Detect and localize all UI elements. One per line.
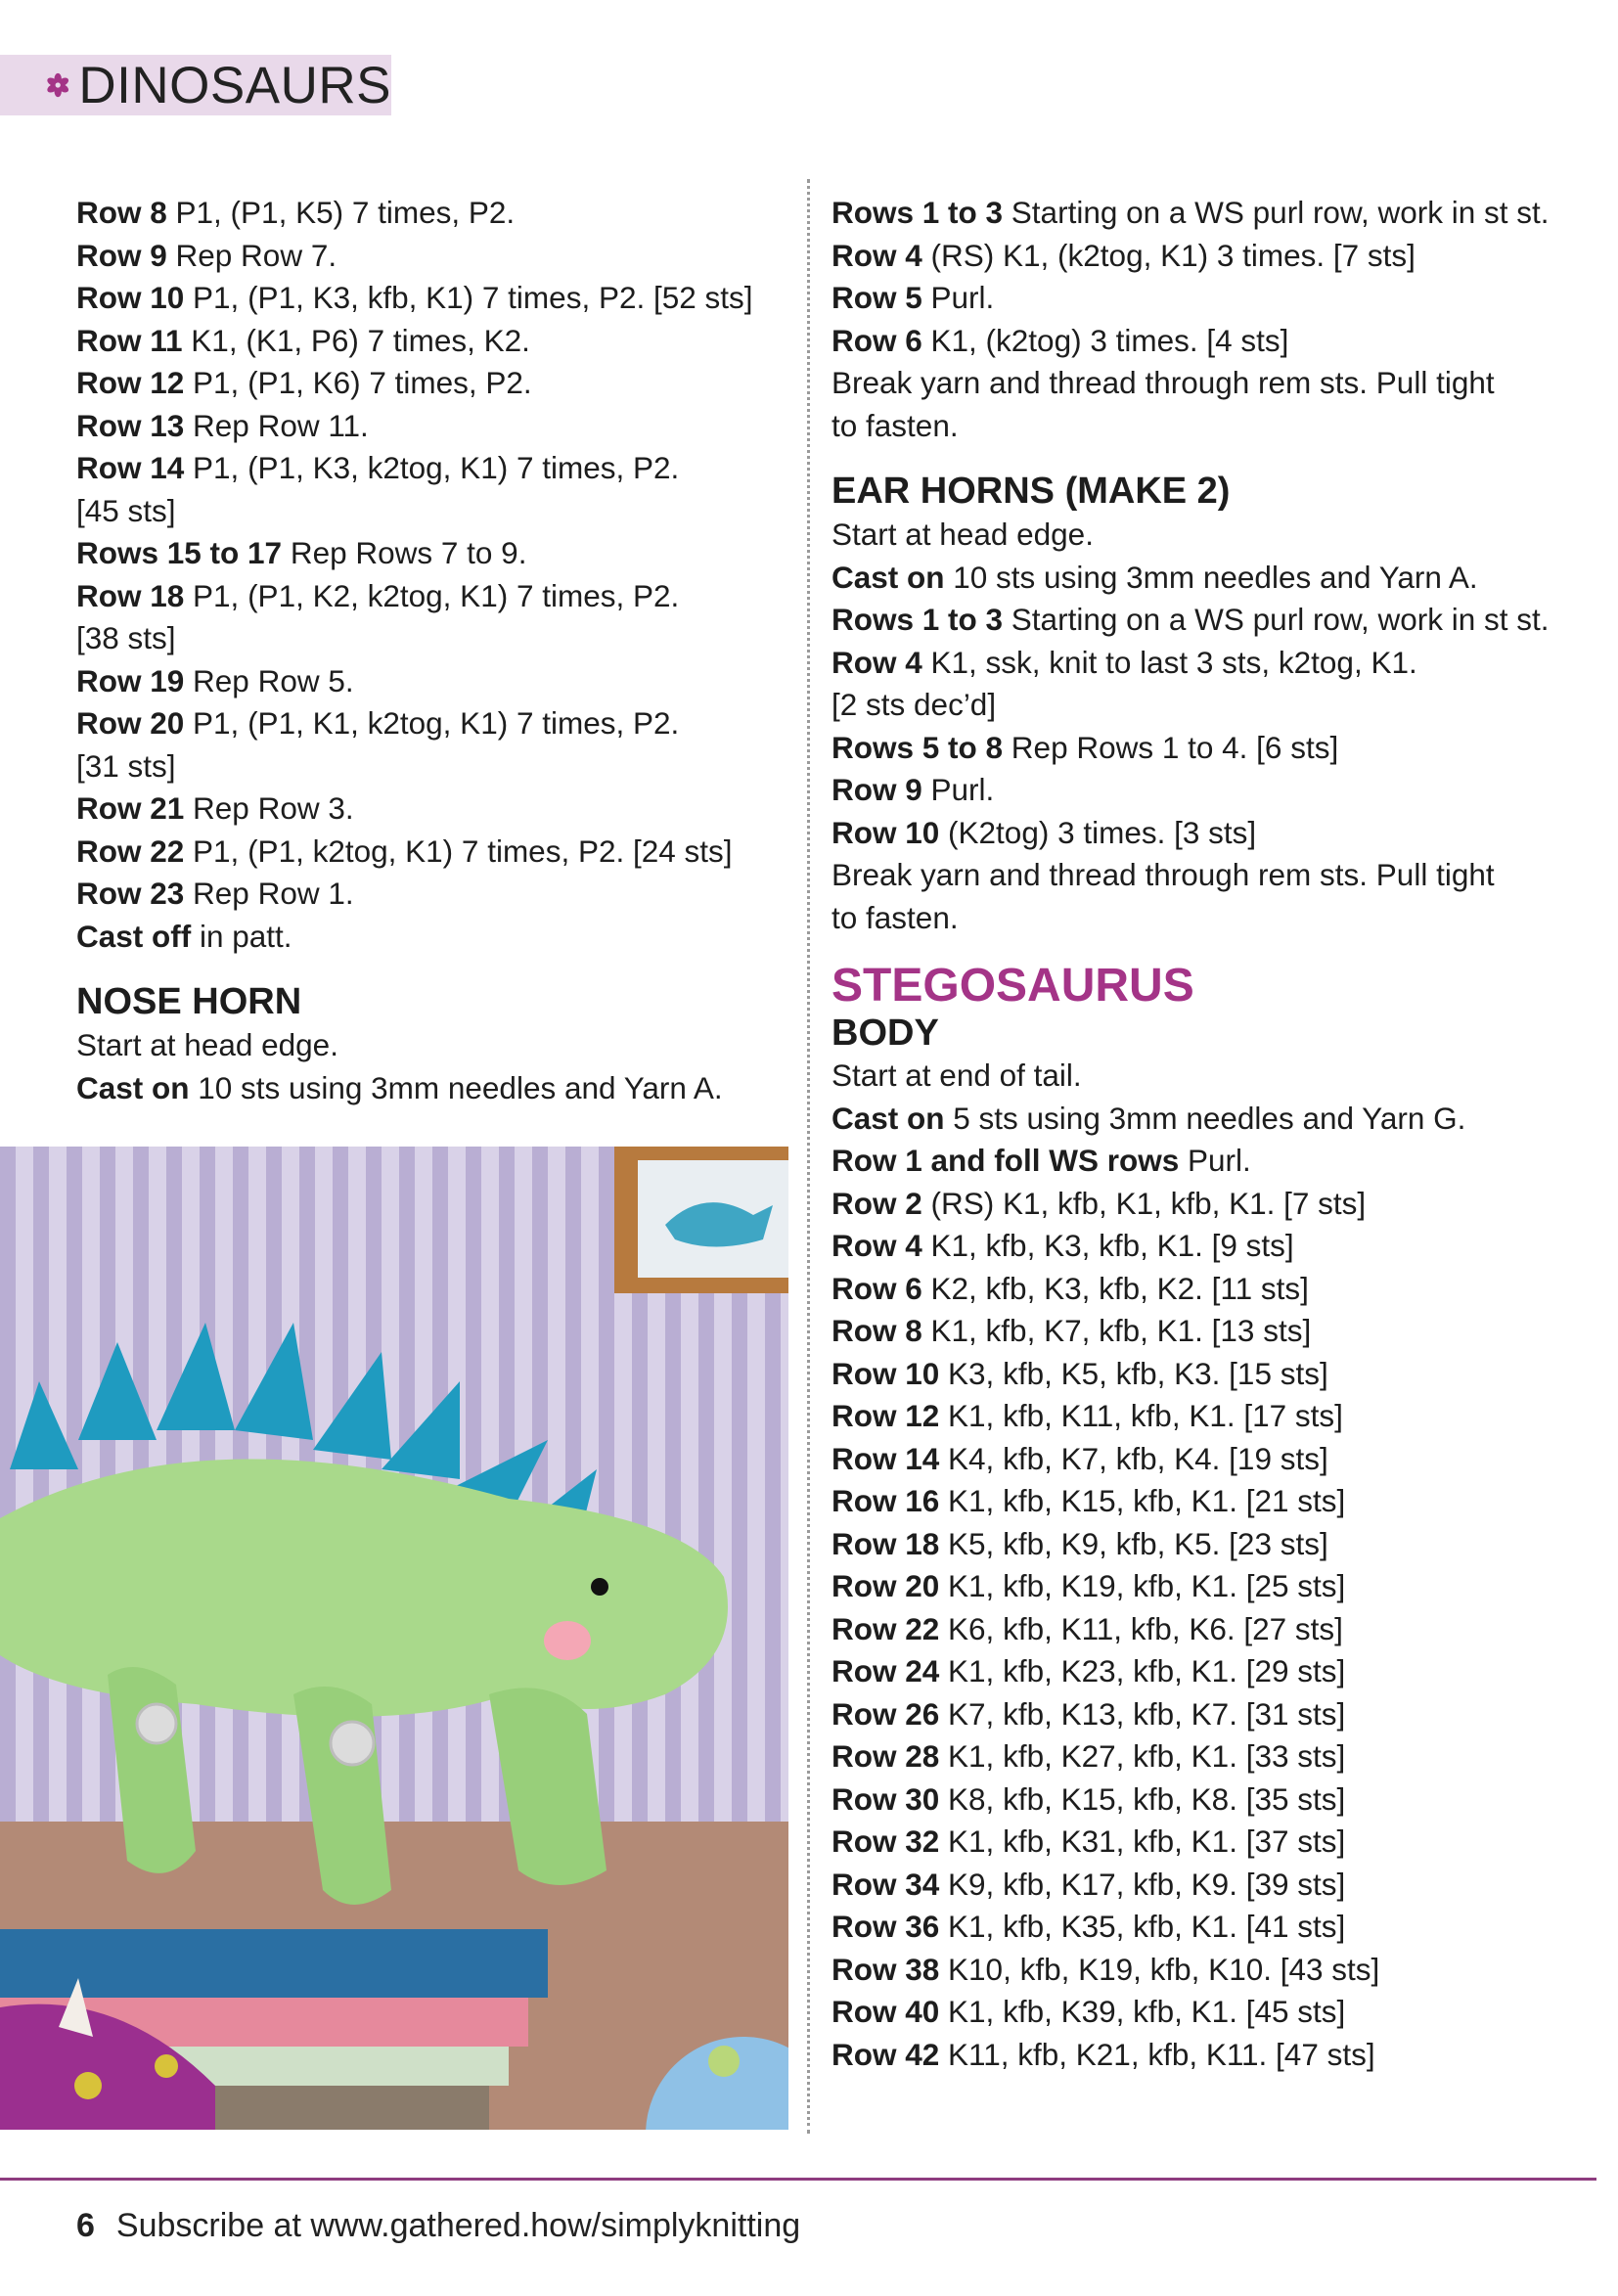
instruction-line xyxy=(831,599,1555,642)
row-label: Row 26 xyxy=(831,1695,940,1732)
row-text: K3, kfb, K5, kfb, K3. [15 sts] xyxy=(939,1355,1328,1391)
row-text: [38 sts] xyxy=(76,620,176,655)
row-label: Rows 5 to 8 xyxy=(831,729,1004,765)
instruction-line xyxy=(831,642,1555,685)
row-text: [45 sts] xyxy=(76,492,176,528)
row-label: Row 38 xyxy=(831,1951,940,1987)
row-text: K1, (k2tog) 3 times. [4 sts] xyxy=(921,322,1289,358)
row-text: 10 sts using 3mm needles and Yarn A. xyxy=(944,559,1478,595)
row-label: Row 4 xyxy=(831,1228,922,1263)
column-divider xyxy=(807,179,810,2134)
instruction-line xyxy=(76,192,800,235)
row-text: Rep Rows 7 to 9. xyxy=(282,535,527,570)
row-text: Starting on a WS purl row, work in st st. xyxy=(1003,602,1550,637)
instruction-line xyxy=(831,1864,1555,1907)
instruction-line xyxy=(831,1821,1555,1864)
row-text: P1, (P1, K2, k2tog, K1) 7 times, P2. xyxy=(184,577,680,613)
instruction-line xyxy=(831,1310,1555,1353)
instruction-line xyxy=(76,405,800,448)
row-label: Row 14 xyxy=(831,1440,940,1476)
instruction-line xyxy=(831,1183,1555,1226)
nose-horn-instructions xyxy=(76,1024,800,1109)
instruction-line xyxy=(831,1906,1555,1949)
row-label: Row 4 xyxy=(831,237,922,273)
row-text: K1, kfb, K35, kfb, K1. [41 sts] xyxy=(939,1909,1346,1944)
row-text: P1, (P1, K3, kfb, K1) 7 times, P2. [52 sts] xyxy=(184,280,753,315)
row-text: Rep Row 3. xyxy=(184,790,354,826)
row-label: Row 11 xyxy=(76,322,183,358)
row-text: Break yarn and thread through rem sts. Pull tight xyxy=(831,857,1495,892)
instruction-line xyxy=(831,514,1555,557)
page-footer xyxy=(76,2207,800,2245)
instruction-line xyxy=(76,660,800,703)
row-label: Row 22 xyxy=(831,1610,940,1646)
row-text: P1, (P1, K5) 7 times, P2. xyxy=(166,195,516,230)
instruction-line xyxy=(76,447,800,490)
instruction-line xyxy=(831,684,1555,727)
row-text: K1, kfb, K19, kfb, K1. [25 sts] xyxy=(939,1568,1346,1603)
row-label: Row 22 xyxy=(76,833,185,869)
row-text: P1, (P1, K6) 7 times, P2. xyxy=(184,365,532,400)
instruction-line xyxy=(831,1353,1555,1396)
row-text: K11, kfb, K21, kfb, K11. [47 sts] xyxy=(939,2036,1375,2072)
instruction-line xyxy=(831,405,1555,448)
row-label: Row 40 xyxy=(831,1994,940,2029)
row-label: Row 12 xyxy=(76,365,185,400)
instruction-line xyxy=(831,362,1555,405)
row-text: Starting on a WS purl row, work in st st. xyxy=(1003,195,1550,230)
instruction-line xyxy=(76,490,800,533)
row-label: Rows 15 to 17 xyxy=(76,535,283,570)
row-text: Rep Row 1. xyxy=(184,876,354,911)
instruction-line xyxy=(831,1140,1555,1183)
flower-icon xyxy=(45,63,70,108)
row-label: Row 36 xyxy=(831,1909,940,1944)
row-label: Cast on xyxy=(831,559,945,595)
row-text: K9, kfb, K17, kfb, K9. [39 sts] xyxy=(939,1866,1346,1902)
instruction-line xyxy=(831,557,1555,600)
row-text: K1, (K1, P6) 7 times, K2. xyxy=(182,322,530,358)
row-label: Rows 1 to 3 xyxy=(831,195,1004,230)
row-label: Row 16 xyxy=(831,1483,940,1518)
instruction-line xyxy=(831,769,1555,812)
row-text: K1, kfb, K15, kfb, K1. [21 sts] xyxy=(939,1483,1346,1518)
row-label: Row 6 xyxy=(831,1270,922,1306)
row-text: K1, kfb, K7, kfb, K1. [13 sts] xyxy=(921,1313,1312,1348)
row-label: Row 42 xyxy=(831,2036,940,2072)
row-text: K1, ssk, knit to last 3 sts, k2tog, K1. xyxy=(921,644,1417,680)
instruction-line xyxy=(76,916,800,959)
row-label: Row 20 xyxy=(76,705,185,741)
row-label: Row 18 xyxy=(831,1525,940,1561)
row-label: Row 20 xyxy=(831,1568,940,1603)
instruction-line xyxy=(831,897,1555,940)
body-instructions xyxy=(831,1055,1555,2076)
row-label: Row 9 xyxy=(76,237,167,273)
row-label: Row 21 xyxy=(76,790,185,826)
row-label: Row 28 xyxy=(831,1738,940,1774)
row-label: Row 8 xyxy=(76,195,167,230)
instruction-line xyxy=(76,788,800,831)
instruction-line xyxy=(76,277,800,320)
row-text: Start at head edge. xyxy=(831,517,1094,552)
row-text: K7, kfb, K13, kfb, K7. [31 sts] xyxy=(939,1695,1346,1732)
row-label: Row 19 xyxy=(76,662,185,698)
instruction-line xyxy=(831,1778,1555,1822)
instruction-line xyxy=(831,192,1555,235)
row-label: Row 13 xyxy=(76,407,185,443)
row-text: Rep Row 5. xyxy=(184,662,354,698)
instruction-line xyxy=(831,1650,1555,1693)
instruction-line xyxy=(831,2034,1555,2077)
row-text: P1, (P1, K1, k2tog, K1) 7 times, P2. xyxy=(184,705,680,741)
instruction-line xyxy=(76,1024,800,1067)
body-heading: BODY xyxy=(831,1013,939,1054)
row-label: Row 4 xyxy=(831,644,922,680)
row-label: Row 2 xyxy=(831,1185,922,1221)
instruction-line xyxy=(831,1735,1555,1778)
row-label: Row 8 xyxy=(831,1313,922,1348)
instruction-line xyxy=(831,1693,1555,1736)
row-text: K8, kfb, K15, kfb, K8. [35 sts] xyxy=(939,1780,1346,1817)
instruction-line xyxy=(831,1438,1555,1481)
row-text: K10, kfb, K19, kfb, K10. [43 sts] xyxy=(939,1951,1380,1987)
ear-horns-heading: EAR HORNS (MAKE 2) xyxy=(831,471,1231,512)
left-column xyxy=(76,192,800,1109)
instruction-line xyxy=(831,1991,1555,2034)
footer-rule xyxy=(0,2178,1596,2181)
row-text: K5, kfb, K9, kfb, K5. [23 sts] xyxy=(939,1525,1328,1561)
row-text: in patt. xyxy=(191,918,292,954)
row-text: Start at end of tail. xyxy=(831,1058,1082,1093)
page-number: 6 xyxy=(76,2207,95,2244)
instruction-line xyxy=(76,575,800,618)
instruction-line xyxy=(76,362,800,405)
stegosaurus-title: STEGOSAURUS xyxy=(831,960,1194,1012)
instruction-line xyxy=(831,854,1555,897)
row-label: Row 1 and foll WS rows xyxy=(831,1143,1180,1178)
row-label: Row 10 xyxy=(831,814,940,850)
row-label: Row 6 xyxy=(831,322,922,358)
instruction-line xyxy=(831,1480,1555,1523)
row-label: Cast on xyxy=(76,1069,190,1105)
row-text: K6, kfb, K11, kfb, K6. [27 sts] xyxy=(939,1610,1343,1646)
instruction-line xyxy=(831,1098,1555,1141)
row-label: Row 23 xyxy=(76,876,185,911)
row-text: Purl. xyxy=(1179,1143,1251,1178)
instruction-line xyxy=(76,320,800,363)
nose-horn-heading: NOSE HORN xyxy=(76,981,302,1022)
instruction-line xyxy=(76,1067,800,1110)
row-label: Cast off xyxy=(76,918,192,954)
row-label: Row 18 xyxy=(76,577,185,613)
row-text: to fasten. xyxy=(831,899,959,935)
row-text: to fasten. xyxy=(831,407,959,443)
row-text: Purl. xyxy=(921,280,995,315)
instruction-line xyxy=(76,617,800,660)
row-label: Cast on xyxy=(831,1100,945,1136)
instruction-line xyxy=(831,1268,1555,1311)
pattern-rows-left xyxy=(76,192,800,958)
row-text: K1, kfb, K11, kfb, K1. [17 sts] xyxy=(939,1398,1343,1433)
row-label: Row 14 xyxy=(76,450,185,485)
subscribe-link[interactable]: Subscribe at www.gathered.how/simplyknitting xyxy=(115,2207,801,2244)
row-label: Row 10 xyxy=(76,280,185,315)
row-label: Row 32 xyxy=(831,1823,940,1859)
instruction-line xyxy=(831,727,1555,770)
row-text: 10 sts using 3mm needles and Yarn A. xyxy=(189,1069,723,1105)
row-text: (K2tog) 3 times. [3 sts] xyxy=(939,814,1257,850)
row-label: Rows 1 to 3 xyxy=(831,602,1004,637)
row-text: K4, kfb, K7, kfb, K4. [19 sts] xyxy=(939,1440,1328,1476)
row-label: Row 12 xyxy=(831,1398,940,1433)
row-text: K1, kfb, K39, kfb, K1. [45 sts] xyxy=(939,1994,1346,2029)
instruction-line xyxy=(831,1949,1555,1992)
row-text: Start at head edge. xyxy=(76,1027,338,1062)
right-column xyxy=(831,192,1555,2076)
instruction-line xyxy=(831,1565,1555,1608)
ear-horns-instructions xyxy=(831,514,1555,939)
instruction-line xyxy=(831,1225,1555,1268)
row-text: (RS) K1, (k2tog, K1) 3 times. [7 sts] xyxy=(921,237,1416,273)
instruction-line xyxy=(76,873,800,916)
row-text: P1, (P1, K3, k2tog, K1) 7 times, P2. xyxy=(184,450,680,485)
stegosaurus-photo xyxy=(0,1147,788,2130)
instruction-line xyxy=(76,831,800,874)
row-text: K2, kfb, K3, kfb, K2. [11 sts] xyxy=(921,1270,1309,1306)
instruction-line xyxy=(831,277,1555,320)
section-title: DINOSAURS xyxy=(78,56,391,114)
row-text: Break yarn and thread through rem sts. Pull tight xyxy=(831,365,1495,400)
row-text: K1, kfb, K23, kfb, K1. [29 sts] xyxy=(939,1653,1346,1688)
row-text: K1, kfb, K27, kfb, K1. [33 sts] xyxy=(939,1738,1346,1774)
row-text: [31 sts] xyxy=(76,747,176,784)
section-header xyxy=(0,55,391,115)
row-text: [2 sts dec’d] xyxy=(831,687,997,722)
pattern-rows-right-top xyxy=(831,192,1555,447)
instruction-line xyxy=(831,812,1555,855)
instruction-line xyxy=(76,745,800,788)
row-text: K1, kfb, K31, kfb, K1. [37 sts] xyxy=(939,1823,1346,1859)
row-label: Row 30 xyxy=(831,1780,940,1817)
instruction-line xyxy=(831,1395,1555,1438)
knitted-stegosaurus-illustration xyxy=(0,1147,788,2130)
row-text: Rep Rows 1 to 4. [6 sts] xyxy=(1003,729,1339,765)
row-label: Row 24 xyxy=(831,1653,940,1688)
row-text: Purl. xyxy=(921,772,995,807)
instruction-line xyxy=(76,702,800,745)
row-label: Row 9 xyxy=(831,772,922,807)
row-text: 5 sts using 3mm needles and Yarn G. xyxy=(944,1100,1466,1136)
instruction-line xyxy=(831,1523,1555,1566)
row-text: P1, (P1, k2tog, K1) 7 times, P2. [24 sts] xyxy=(184,833,733,869)
instruction-line xyxy=(831,320,1555,363)
row-text: Rep Row 11. xyxy=(184,407,369,443)
instruction-line xyxy=(76,532,800,575)
instruction-line xyxy=(831,1608,1555,1651)
instruction-line xyxy=(831,1055,1555,1098)
row-text: (RS) K1, kfb, K1, kfb, K1. [7 sts] xyxy=(921,1185,1367,1221)
row-label: Row 5 xyxy=(831,280,922,315)
instruction-line xyxy=(76,235,800,278)
row-label: Row 34 xyxy=(831,1866,940,1902)
instruction-line xyxy=(831,235,1555,278)
row-text: Rep Row 7. xyxy=(166,237,337,273)
row-text: K1, kfb, K3, kfb, K1. [9 sts] xyxy=(921,1228,1294,1263)
row-label: Row 10 xyxy=(831,1355,940,1391)
